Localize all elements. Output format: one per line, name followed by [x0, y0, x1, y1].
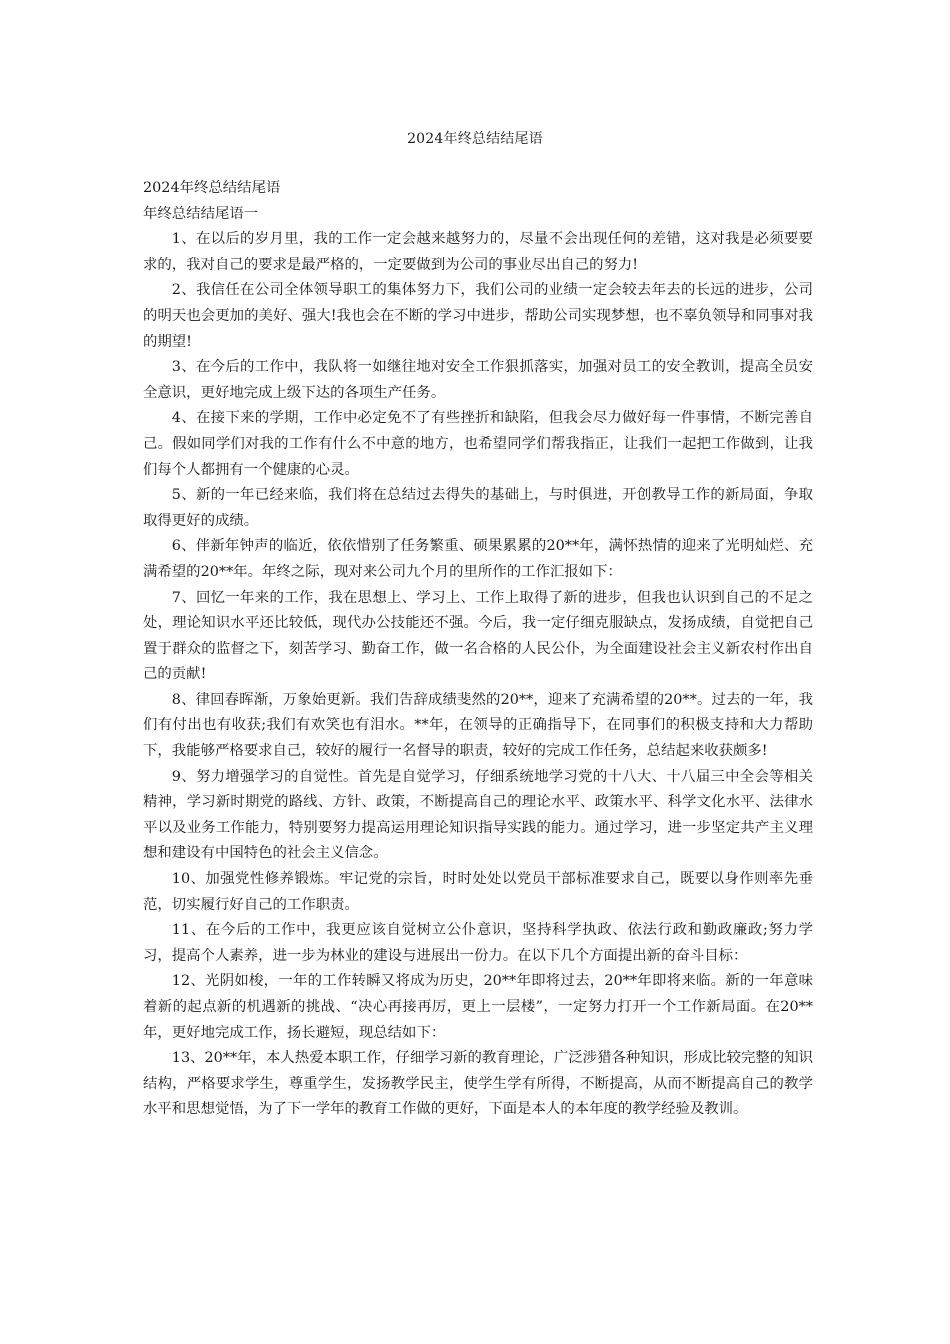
paragraph-4: 4、在接下来的学期，工作中必定免不了有些挫折和缺陷，但我会尽力做好每一件事情，不断完善自己。假如同学们对我的工作有什么不中意的地方，也希望同学们帮我指正，让我们一起把工作做到，让我们每个人都拥有一个健康的心灵。	[143, 410, 813, 478]
paragraph-8: 8、律回春晖渐，万象始更新。我们告辞成绩斐然的20**，迎来了充满希望的20**。过去的一年，我们有付出也有收获;我们有欢笑也有泪水。**年，在领导的正确指导下，在同事们的积极支持和大力帮助下，我能够严格要求自己，较好的履行一名督导的职责，较好的完成工作任务，总结起来收获颇多!	[143, 691, 813, 760]
paragraph-6: 6、伴新年钟声的临近，依依惜别了任务繁重、硕果累累的20**年，满怀热情的迎来了光明灿烂、充满希望的20**年。年终之际，现对来公司九个月的里所作的工作汇报如下：	[143, 538, 813, 580]
paragraph-3: 3、在今后的工作中，我队将一如继往地对安全工作狠抓落实，加强对员工的安全教训，提高全员安全意识，更好地完成上级下达的各项生产任务。	[143, 359, 813, 401]
paragraph-2: 2、我信任在公司全体领导职工的集体努力下，我们公司的业绩一定会较去年去的长远的进步，公司的明天也会更加的美好、强大!我也会在不断的学习中进步，帮助公司实现梦想，也不辜负领导和同事对我的期望!	[143, 282, 813, 350]
paragraph-11: 11、在今后的工作中，我更应该自觉树立公仆意识，坚持科学执政、依法行政和勤政廉政;努力学习，提高个人素养，进一步为林业的建设与进展出一份力。在以下几个方面提出新的奋斗目标：	[143, 922, 813, 964]
paragraph-5: 5、新的一年已经来临，我们将在总结过去得失的基础上，与时俱进，开创教导工作的新局面，争取取得更好的成绩。	[143, 487, 813, 529]
paragraph-12: 12、光阴如梭，一年的工作转瞬又将成为历史，20**年即将过去，20**年即将来临。新的一年意味着新的起点新的机遇新的挑战、“决心再接再厉，更上一层楼”，一定努力打开一个工作新局面。在20**年，更好地完成工作，扬长避短，现总结如下：	[143, 973, 813, 1041]
document-title: 2024年终总结结尾语	[407, 131, 543, 147]
paragraph-10: 10、加强党性修养锻炼。牢记党的宗旨，时时处处以党员干部标准要求自己，既要以身作则率先垂范，切实履行好自己的工作职责。	[143, 871, 813, 913]
paragraph-1: 1、在以后的岁月里，我的工作一定会越来越努力的，尽量不会出现任何的差错，这对我是必须要要求的，我对自己的要求是最严格的，一定要做到为公司的事业尽出自己的努力!	[143, 231, 813, 273]
document-body	[143, 176, 813, 1123]
paragraph-13: 13、20**年，本人热爱本职工作，仔细学习新的教育理论，广泛涉猎各种知识，形成比较完整的知识结构，严格要求学生，尊重学生，发扬教学民主，使学生学有所得，不断提高，从而不断提高自己的教学水平和思想觉悟，为了下一学年的教育工作做的更好，下面是本人的本年度的教学经验及教训。	[143, 1050, 813, 1118]
section-heading: 2024年终总结结尾语	[143, 180, 281, 196]
section-subheading: 年终总结结尾语一	[143, 205, 259, 222]
paragraph-9: 9、努力增强学习的自觉性。首先是自觉学习，仔细系统地学习党的十八大、十八届三中全会等相关精神，学习新时期党的路线、方针、政策，不断提高自己的理论水平、政策水平、科学文化水平、法律水平以及业务工作能力，特别要努力提高运用理论知识指导实践的能力。通过学习，进一步坚定共产主义理想和建设有中国特色的社会主义信念。	[143, 768, 813, 862]
paragraph-7: 7、回忆一年来的工作，我在思想上、学习上、工作上取得了新的进步，但我也认识到自己的不足之处，理论知识水平还比较低，现代办公技能还不强。今后，我一定仔细克服缺点，发扬成绩，自觉把自己置于群众的监督之下，刻苦学习、勤奋工作，做一名合格的人民公仆，为全面建设社会主义新农村作出自己的贡献!	[143, 589, 813, 683]
